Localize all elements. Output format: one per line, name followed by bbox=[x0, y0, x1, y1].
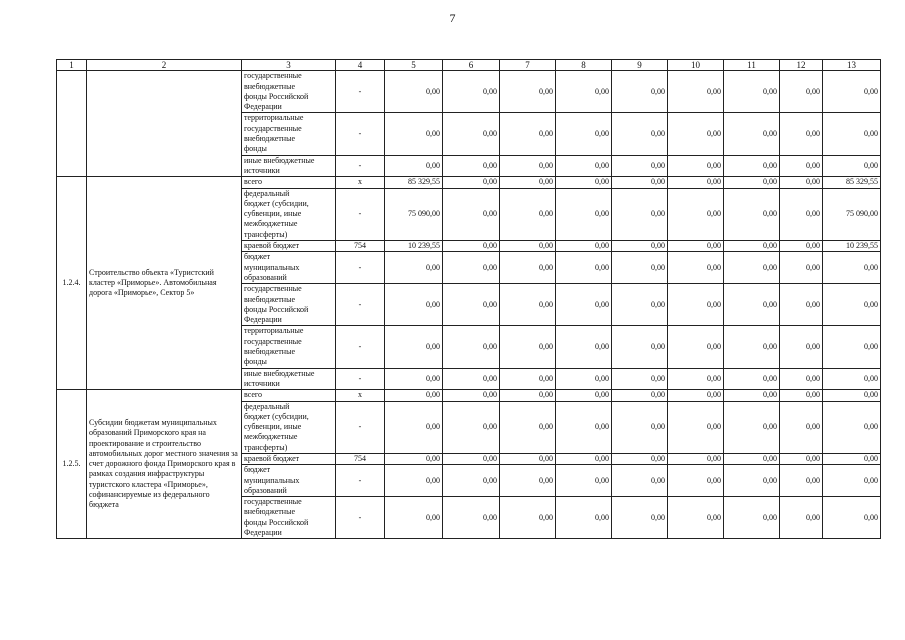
amount-cell: 0,00 bbox=[668, 453, 724, 464]
amount-cell: 0,00 bbox=[724, 284, 780, 326]
amount-cell: 0,00 bbox=[724, 368, 780, 390]
budget-code: 754 bbox=[336, 453, 385, 464]
amount-cell: 0,00 bbox=[668, 401, 724, 453]
amount-cell: 0,00 bbox=[443, 188, 500, 240]
amount-cell: 0,00 bbox=[500, 177, 556, 188]
amount-cell: 0,00 bbox=[500, 326, 556, 368]
amount-cell: 0,00 bbox=[823, 284, 881, 326]
amount-cell: 0,00 bbox=[612, 326, 668, 368]
amount-cell: 0,00 bbox=[443, 465, 500, 497]
amount-cell: 0,00 bbox=[724, 497, 780, 539]
amount-cell: 0,00 bbox=[612, 177, 668, 188]
amount-cell: 0,00 bbox=[443, 284, 500, 326]
item-name: Строительство объекта «Туристский кластер «Приморье». Автомобильная дорога «Приморье», Сектор 5» bbox=[87, 177, 242, 390]
amount-cell: 0,00 bbox=[780, 326, 823, 368]
amount-cell: 0,00 bbox=[443, 401, 500, 453]
funding-source bbox=[242, 453, 336, 464]
amount-cell: 0,00 bbox=[556, 188, 612, 240]
amount-cell: 0,00 bbox=[724, 241, 780, 252]
amount-cell: 0,00 bbox=[823, 326, 881, 368]
amount-cell: 0,00 bbox=[612, 113, 668, 155]
funding-source bbox=[242, 241, 336, 252]
amount-cell: 0,00 bbox=[668, 252, 724, 284]
amount-cell: 0,00 bbox=[724, 71, 780, 113]
amount-cell: 0,00 bbox=[823, 113, 881, 155]
amount-cell: 0,00 bbox=[780, 113, 823, 155]
amount-cell: 0,00 bbox=[556, 252, 612, 284]
funding-source-label: всего bbox=[244, 390, 263, 400]
funding-source-label: краевой бюджет bbox=[244, 241, 300, 251]
funding-source-label: краевой бюджет bbox=[244, 453, 300, 463]
table-row bbox=[57, 177, 881, 188]
amount-cell: 0,00 bbox=[385, 453, 443, 464]
table-row bbox=[57, 390, 881, 401]
amount-cell: 0,00 bbox=[612, 390, 668, 401]
amount-cell: 0,00 bbox=[612, 368, 668, 390]
amount-cell: 0,00 bbox=[668, 188, 724, 240]
amount-cell: 0,00 bbox=[780, 465, 823, 497]
budget-code: - bbox=[336, 113, 385, 155]
column-number: 7 bbox=[500, 60, 556, 71]
budget-code: - bbox=[336, 368, 385, 390]
amount-cell: 0,00 bbox=[443, 390, 500, 401]
funding-source-label: государственные внебюджетные фонды Российской Федерации bbox=[244, 71, 309, 112]
funding-source bbox=[242, 155, 336, 177]
amount-cell: 0,00 bbox=[668, 177, 724, 188]
amount-cell: 0,00 bbox=[556, 284, 612, 326]
budget-code: - bbox=[336, 465, 385, 497]
amount-cell: 0,00 bbox=[724, 252, 780, 284]
amount-cell: 0,00 bbox=[724, 453, 780, 464]
column-number: 6 bbox=[443, 60, 500, 71]
amount-cell: 0,00 bbox=[780, 188, 823, 240]
amount-cell: 0,00 bbox=[500, 497, 556, 539]
funding-source-label: всего bbox=[244, 177, 263, 187]
amount-cell: 0,00 bbox=[385, 113, 443, 155]
amount-cell: 0,00 bbox=[385, 465, 443, 497]
amount-cell: 0,00 bbox=[556, 453, 612, 464]
budget-code: - bbox=[336, 188, 385, 240]
amount-cell: 0,00 bbox=[443, 113, 500, 155]
funding-source-label: бюджет муниципальных образований bbox=[244, 252, 300, 282]
amount-cell: 0,00 bbox=[385, 390, 443, 401]
amount-cell: 0,00 bbox=[500, 113, 556, 155]
amount-cell: 0,00 bbox=[556, 113, 612, 155]
column-number: 9 bbox=[612, 60, 668, 71]
amount-cell: 0,00 bbox=[724, 390, 780, 401]
amount-cell: 0,00 bbox=[500, 188, 556, 240]
funding-source bbox=[242, 368, 336, 390]
amount-cell: 0,00 bbox=[780, 284, 823, 326]
funding-source bbox=[242, 465, 336, 497]
amount-cell: 0,00 bbox=[500, 241, 556, 252]
amount-cell: 0,00 bbox=[823, 453, 881, 464]
amount-cell: 0,00 bbox=[724, 326, 780, 368]
amount-cell: 0,00 bbox=[668, 497, 724, 539]
amount-cell: 0,00 bbox=[823, 390, 881, 401]
column-number: 1 bbox=[57, 60, 87, 71]
amount-cell: 0,00 bbox=[668, 155, 724, 177]
amount-cell: 0,00 bbox=[500, 71, 556, 113]
amount-cell: 0,00 bbox=[780, 390, 823, 401]
amount-cell: 0,00 bbox=[780, 497, 823, 539]
funding-source bbox=[242, 497, 336, 539]
amount-cell: 0,00 bbox=[500, 401, 556, 453]
amount-cell: 0,00 bbox=[724, 465, 780, 497]
amount-cell: 75 090,00 bbox=[385, 188, 443, 240]
amount-cell: 0,00 bbox=[385, 71, 443, 113]
column-number: 11 bbox=[724, 60, 780, 71]
amount-cell: 0,00 bbox=[668, 368, 724, 390]
amount-cell: 0,00 bbox=[823, 368, 881, 390]
table-row bbox=[57, 71, 881, 113]
amount-cell: 0,00 bbox=[780, 155, 823, 177]
budget-code: - bbox=[336, 401, 385, 453]
amount-cell: 0,00 bbox=[556, 497, 612, 539]
amount-cell: 0,00 bbox=[668, 71, 724, 113]
funding-source-label: территориальные государственные внебюджетные фонды bbox=[244, 326, 304, 367]
funding-source bbox=[242, 177, 336, 188]
amount-cell: 0,00 bbox=[500, 252, 556, 284]
amount-cell: 0,00 bbox=[443, 368, 500, 390]
funding-source-label: иные внебюджетные источники bbox=[244, 155, 315, 175]
amount-cell: 0,00 bbox=[556, 71, 612, 113]
budget-code: 754 bbox=[336, 241, 385, 252]
amount-cell: 0,00 bbox=[443, 252, 500, 284]
amount-cell: 0,00 bbox=[780, 368, 823, 390]
amount-cell: 75 090,00 bbox=[823, 188, 881, 240]
amount-cell: 0,00 bbox=[443, 497, 500, 539]
funding-source-label: государственные внебюджетные фонды Российской Федерации bbox=[244, 497, 309, 538]
amount-cell: 0,00 bbox=[556, 155, 612, 177]
amount-cell: 0,00 bbox=[500, 368, 556, 390]
amount-cell: 0,00 bbox=[823, 401, 881, 453]
amount-cell: 0,00 bbox=[556, 241, 612, 252]
item-name-continued bbox=[87, 71, 242, 177]
amount-cell: 0,00 bbox=[612, 401, 668, 453]
column-number: 13 bbox=[823, 60, 881, 71]
amount-cell: 0,00 bbox=[823, 252, 881, 284]
budget-table bbox=[56, 59, 881, 539]
amount-cell: 85 329,55 bbox=[385, 177, 443, 188]
amount-cell: 0,00 bbox=[443, 453, 500, 464]
amount-cell: 0,00 bbox=[780, 401, 823, 453]
budget-code: - bbox=[336, 252, 385, 284]
amount-cell: 0,00 bbox=[612, 188, 668, 240]
page-number: 7 bbox=[449, 11, 456, 25]
funding-source-label: государственные внебюджетные фонды Российской Федерации bbox=[244, 284, 309, 325]
amount-cell: 0,00 bbox=[823, 155, 881, 177]
amount-cell: 0,00 bbox=[612, 71, 668, 113]
budget-code: - bbox=[336, 71, 385, 113]
amount-cell: 0,00 bbox=[823, 465, 881, 497]
amount-cell: 0,00 bbox=[385, 401, 443, 453]
item-name: Субсидии бюджетам муниципальных образований Приморского края на проектирование и строительство автомобильных дорог местного значения за счет дорожного фонда Приморского края в рамках создания инфраструктуры туристского кластера «Приморье», софинансируемые из федерального бюджета bbox=[87, 390, 242, 539]
budget-code: - bbox=[336, 497, 385, 539]
amount-cell: 85 329,55 bbox=[823, 177, 881, 188]
amount-cell: 0,00 bbox=[443, 241, 500, 252]
funding-source bbox=[242, 252, 336, 284]
funding-source-label: федеральный бюджет (субсидии, субвенции, иные межбюджетные трансферты) bbox=[244, 188, 309, 239]
amount-cell: 0,00 bbox=[668, 241, 724, 252]
amount-cell: 0,00 bbox=[668, 284, 724, 326]
column-number: 8 bbox=[556, 60, 612, 71]
amount-cell: 0,00 bbox=[500, 155, 556, 177]
amount-cell: 0,00 bbox=[668, 390, 724, 401]
amount-cell: 0,00 bbox=[443, 326, 500, 368]
amount-cell: 0,00 bbox=[823, 497, 881, 539]
funding-source-label: бюджет муниципальных образований bbox=[244, 465, 300, 495]
budget-code: x bbox=[336, 177, 385, 188]
funding-source-label: иные внебюджетные источники bbox=[244, 368, 315, 388]
amount-cell: 0,00 bbox=[780, 252, 823, 284]
funding-source bbox=[242, 390, 336, 401]
column-number: 12 bbox=[780, 60, 823, 71]
amount-cell: 0,00 bbox=[443, 155, 500, 177]
budget-code: - bbox=[336, 326, 385, 368]
amount-cell: 0,00 bbox=[443, 71, 500, 113]
amount-cell: 0,00 bbox=[556, 401, 612, 453]
funding-source bbox=[242, 188, 336, 240]
amount-cell: 0,00 bbox=[780, 453, 823, 464]
amount-cell: 0,00 bbox=[385, 368, 443, 390]
amount-cell: 0,00 bbox=[668, 465, 724, 497]
amount-cell: 0,00 bbox=[500, 284, 556, 326]
amount-cell: 0,00 bbox=[500, 465, 556, 497]
item-code: 1.2.4. bbox=[57, 177, 87, 390]
amount-cell: 0,00 bbox=[612, 155, 668, 177]
funding-source bbox=[242, 113, 336, 155]
amount-cell: 0,00 bbox=[724, 401, 780, 453]
amount-cell: 0,00 bbox=[385, 284, 443, 326]
amount-cell: 0,00 bbox=[780, 241, 823, 252]
header-row bbox=[57, 60, 881, 71]
amount-cell: 10 239,55 bbox=[823, 241, 881, 252]
amount-cell: 0,00 bbox=[612, 252, 668, 284]
amount-cell: 0,00 bbox=[556, 465, 612, 497]
amount-cell: 0,00 bbox=[385, 155, 443, 177]
amount-cell: 0,00 bbox=[556, 390, 612, 401]
column-number: 10 bbox=[668, 60, 724, 71]
amount-cell: 10 239,55 bbox=[385, 241, 443, 252]
funding-source-label: федеральный бюджет (субсидии, субвенции, иные межбюджетные трансферты) bbox=[244, 401, 309, 452]
amount-cell: 0,00 bbox=[385, 497, 443, 539]
funding-source bbox=[242, 71, 336, 113]
amount-cell: 0,00 bbox=[668, 113, 724, 155]
item-code: 1.2.5. bbox=[57, 390, 87, 539]
funding-source bbox=[242, 326, 336, 368]
amount-cell: 0,00 bbox=[724, 188, 780, 240]
amount-cell: 0,00 bbox=[724, 113, 780, 155]
budget-code: x bbox=[336, 390, 385, 401]
funding-source bbox=[242, 401, 336, 453]
amount-cell: 0,00 bbox=[556, 368, 612, 390]
amount-cell: 0,00 bbox=[612, 497, 668, 539]
amount-cell: 0,00 bbox=[780, 71, 823, 113]
column-number: 5 bbox=[385, 60, 443, 71]
amount-cell: 0,00 bbox=[612, 241, 668, 252]
amount-cell: 0,00 bbox=[443, 177, 500, 188]
amount-cell: 0,00 bbox=[612, 465, 668, 497]
amount-cell: 0,00 bbox=[668, 326, 724, 368]
amount-cell: 0,00 bbox=[724, 155, 780, 177]
budget-code: - bbox=[336, 284, 385, 326]
amount-cell: 0,00 bbox=[823, 71, 881, 113]
amount-cell: 0,00 bbox=[612, 284, 668, 326]
funding-source-label: территориальные государственные внебюджетные фонды bbox=[244, 113, 304, 154]
budget-code: - bbox=[336, 155, 385, 177]
column-number: 3 bbox=[242, 60, 336, 71]
amount-cell: 0,00 bbox=[385, 326, 443, 368]
amount-cell: 0,00 bbox=[724, 177, 780, 188]
amount-cell: 0,00 bbox=[612, 453, 668, 464]
amount-cell: 0,00 bbox=[500, 390, 556, 401]
amount-cell: 0,00 bbox=[556, 177, 612, 188]
amount-cell: 0,00 bbox=[385, 252, 443, 284]
item-code-continued bbox=[57, 71, 87, 177]
column-number: 2 bbox=[87, 60, 242, 71]
funding-source bbox=[242, 284, 336, 326]
amount-cell: 0,00 bbox=[500, 453, 556, 464]
column-number: 4 bbox=[336, 60, 385, 71]
amount-cell: 0,00 bbox=[556, 326, 612, 368]
amount-cell: 0,00 bbox=[780, 177, 823, 188]
